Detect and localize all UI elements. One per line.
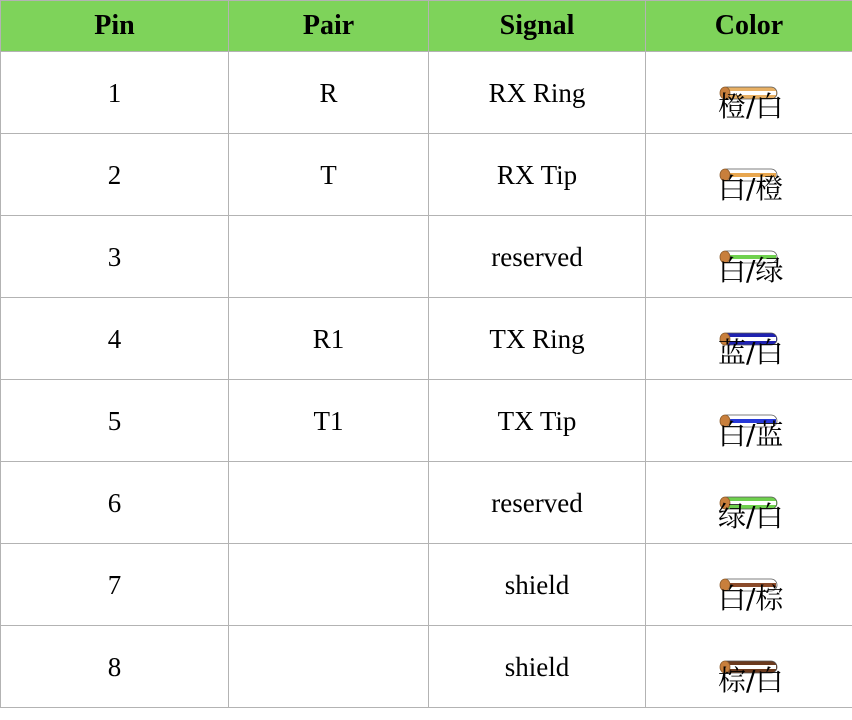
pin-cell: 8 — [1, 626, 229, 708]
wire-color-label: 蓝/白 — [718, 336, 784, 369]
signal-cell: RX Tip — [429, 134, 646, 216]
color-cell — [646, 52, 852, 134]
pair-cell — [229, 626, 429, 708]
wire-color-label: 白/绿 — [718, 254, 784, 287]
wire-color-label: 白/橙 — [718, 172, 784, 205]
wire-swatch — [718, 659, 784, 699]
table-row — [1, 462, 852, 544]
table-row — [1, 216, 852, 298]
pair-cell: T1 — [229, 380, 429, 462]
wire-color-label: 绿/白 — [718, 500, 784, 533]
signal-cell: reserved — [429, 462, 646, 544]
signal-cell: shield — [429, 626, 646, 708]
pair-cell: R — [229, 52, 429, 134]
pin-cell: 4 — [1, 298, 229, 380]
wire-swatch — [718, 85, 784, 125]
color-cell — [646, 298, 852, 380]
header-pair: Pair — [229, 1, 429, 52]
header-pin: Pin — [1, 1, 229, 52]
wire-swatch — [718, 249, 784, 289]
wire-color-label: 橙/白 — [718, 90, 784, 123]
table-row — [1, 380, 852, 462]
signal-cell: shield — [429, 544, 646, 626]
color-cell — [646, 626, 852, 708]
pair-cell — [229, 544, 429, 626]
pair-cell — [229, 462, 429, 544]
wire-color-label: 白/蓝 — [718, 418, 784, 451]
header-color: Color — [646, 1, 852, 52]
table-row — [1, 134, 852, 216]
pin-cell: 6 — [1, 462, 229, 544]
table-row — [1, 52, 852, 134]
pin-cell: 3 — [1, 216, 229, 298]
header-signal: Signal — [429, 1, 646, 52]
signal-cell: TX Tip — [429, 380, 646, 462]
wire-swatch — [718, 167, 784, 207]
pin-cell: 1 — [1, 52, 229, 134]
table-row — [1, 626, 852, 708]
table-row — [1, 544, 852, 626]
color-cell — [646, 544, 852, 626]
pin-cell: 5 — [1, 380, 229, 462]
color-cell — [646, 380, 852, 462]
header-row — [1, 1, 852, 52]
pin-cell: 7 — [1, 544, 229, 626]
wire-swatch — [718, 577, 784, 617]
pin-cell: 2 — [1, 134, 229, 216]
signal-cell: TX Ring — [429, 298, 646, 380]
pair-cell: T — [229, 134, 429, 216]
wire-color-label: 白/棕 — [718, 582, 784, 615]
wire-color-label: 棕/白 — [718, 664, 784, 697]
table-row — [1, 298, 852, 380]
wire-swatch — [718, 413, 784, 453]
signal-cell: reserved — [429, 216, 646, 298]
signal-cell: RX Ring — [429, 52, 646, 134]
color-cell — [646, 462, 852, 544]
wire-swatch — [718, 495, 784, 535]
pair-cell: R1 — [229, 298, 429, 380]
table-body — [1, 52, 852, 708]
color-cell — [646, 134, 852, 216]
pair-cell — [229, 216, 429, 298]
color-cell — [646, 216, 852, 298]
wire-swatch — [718, 331, 784, 371]
